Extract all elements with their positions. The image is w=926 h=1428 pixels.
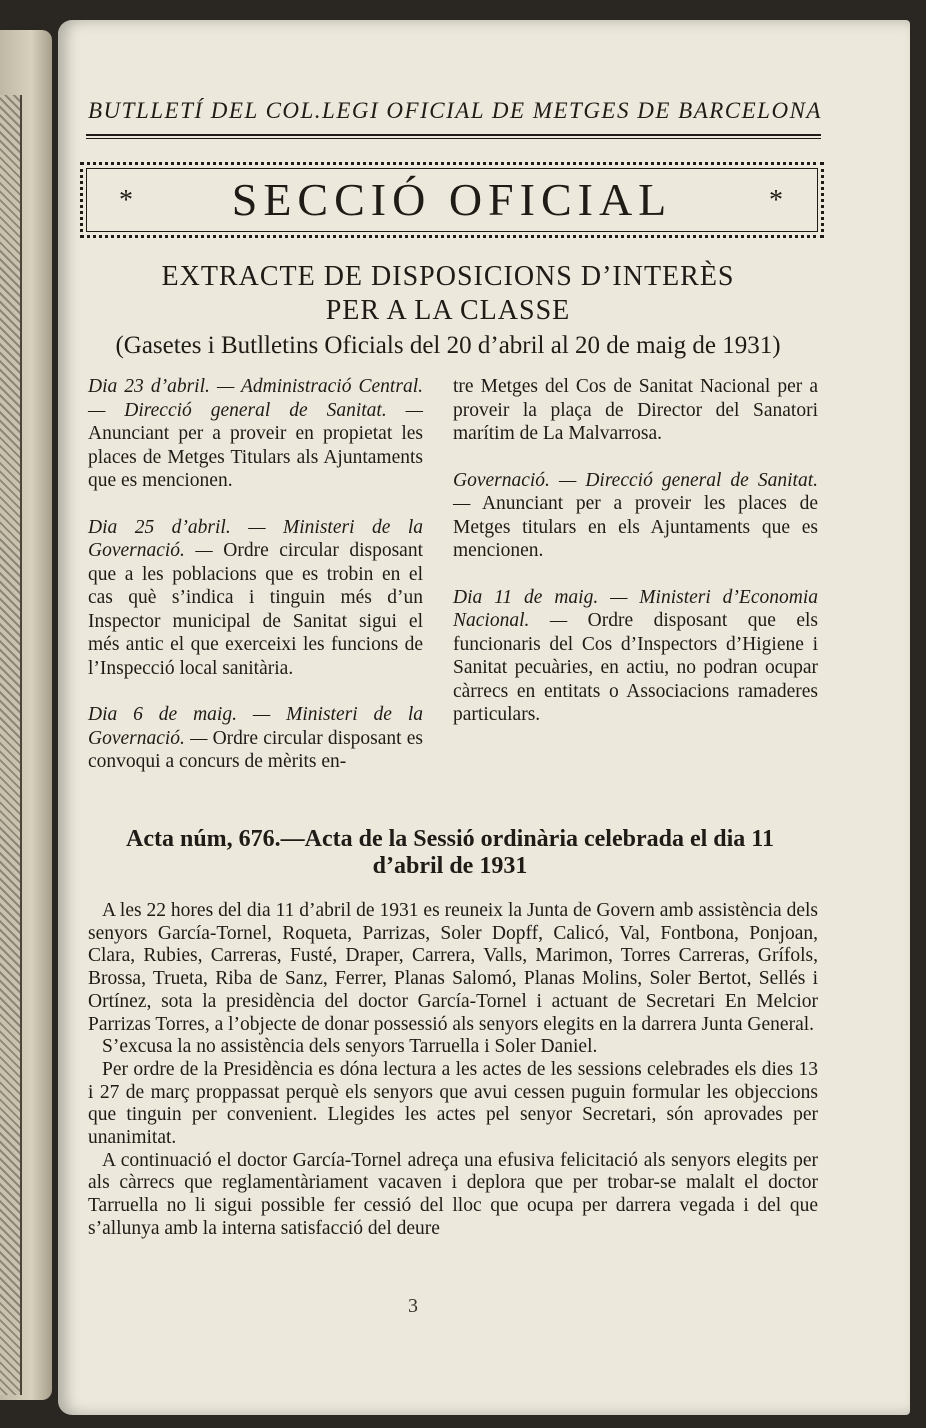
extract-title (68, 260, 828, 328)
acta-body (88, 900, 818, 1241)
entry-heading: Dia 25 d’abril. — Ministeri de la Governació. — (88, 516, 423, 561)
acta-paragraph: A les 22 hores del dia 11 d’abril de 1931 es reuneix la Junta de Govern amb assistència dels senyors García-Tornel, Roqueta, Parrizas, Soler Dopff, Calicó, Val, Fontbona, Ponjoan, Clara, Rubies, Carreras, Fusté, Draper, Carrera, Valls, Marimon, Torres Carreras, Grífols, Brossa, Trueta, Riba de Sanz, Ferrer, Planas Salomó, Planas Molins, Soler Bertot, Sellés i Ortínez, sota la presidència del doctor García-Tornel i actuant de Secretari En Melcior Parrizas Torres, a l’objecte de donar possessió als senyors elegits en la darrera Junta General. (88, 900, 818, 1035)
acta-paragraph: Per ordre de la Presidència es dóna lectura a les actes de les sessions celebrades els dies 13 i 27 de març proppassat perquè els senyors que avui cessen puguin formular les objeccions que tinguin per convenient. Llegides les actes pel senyor Secretari, són aprovades per unanimitat. (88, 1058, 818, 1149)
acta-heading-line1: Acta núm, 676.—Acta de la Sessió ordinària celebrada el dia 11 (126, 826, 774, 852)
entry (453, 375, 818, 446)
section-title: SECCIÓ OFICIAL (231, 174, 673, 225)
acta-paragraph: S’excusa la no assistència dels senyors Tarruella i Soler Daniel. (102, 1036, 598, 1058)
entry-body: Ordre disposant que els funcionaris del Cos d’Inspectors d’Higiene i Sanitat pecuàries, en actiu, no podran ocupar càrrecs en entitats o Associacions ramaderes particulars. (453, 610, 818, 725)
page-number: 3 (408, 1295, 418, 1317)
entry-body: Ordre circular disposant que a les poblacions que es trobin en el cas què s’indica i tinguin més d’un Inspector municipal de Sanitat sigui el més antic el que exerceixi les funcions de l’Inspecció local sanitària. (88, 540, 423, 679)
entry-body: tre Metges del Cos de Sanitat Nacional per a proveir la plaça de Director del Sanatori marítim de La Malvarrosa. (453, 376, 818, 444)
entry (88, 516, 423, 681)
acta-heading-line2: d’abril de 1931 (372, 853, 528, 879)
entries-column-left (88, 375, 423, 797)
entry-heading: Dia 23 d’abril. — Administració Central. — Direcció general de Sanitat. — (88, 376, 423, 421)
entries-column-right (453, 375, 818, 750)
entry-heading: Dia 11 de maig. — Ministeri d’Economia Nacional. — (453, 586, 818, 631)
star-icon-left: * (119, 185, 133, 216)
header-rule-thin (86, 138, 821, 139)
star-icon-right: * (769, 185, 783, 216)
acta-paragraph: A continuació el doctor García-Tornel adreça una efusiva felicitació als senyors elegits per als càrrecs que reglamentàriament vacaven i deplora que per trobar-se malalt el doctor Tarruella no li sigui possible fer cessió del lloc que ocupa per darrera vegada i del que s’allunya amb la interna satisfacció del deure (88, 1149, 818, 1239)
entry-body: Ordre circular disposant es convoqui a concurs de mèrits en- (88, 727, 423, 772)
extract-title-line2: PER A LA CLASSE (325, 295, 571, 326)
header-rule (86, 134, 821, 136)
entry-heading: Dia 6 de maig. — Ministeri de la Governació. — (88, 704, 423, 749)
entry-body: Anunciant per a proveir les places de Metges titulars en els Ajuntaments que es mencionen. (453, 493, 818, 561)
section-banner (80, 162, 824, 238)
entry (88, 703, 423, 774)
entry (453, 586, 818, 727)
entry-heading: Governació. — Direcció general de Sanitat. — (453, 469, 818, 514)
extract-subtitle: (Gasetes i Butlletins Oficials del 20 d’abril al 20 de maig de 1931) (115, 332, 781, 359)
facing-page-border (0, 95, 22, 1395)
extract-title-line1: EXTRACTE DE DISPOSICIONS D’INTERÈS (161, 261, 735, 292)
acta-heading (80, 826, 820, 880)
entry (453, 469, 818, 563)
running-head: BUTLLETÍ DEL COL.LEGI OFICIAL DE METGES DE BARCELONA (88, 98, 822, 123)
entry (88, 375, 423, 493)
entry-body: Anunciant per a proveir en propietat les places de Metges Titulars als Ajuntaments que es mencionen. (88, 423, 423, 491)
document-page (58, 20, 910, 1415)
